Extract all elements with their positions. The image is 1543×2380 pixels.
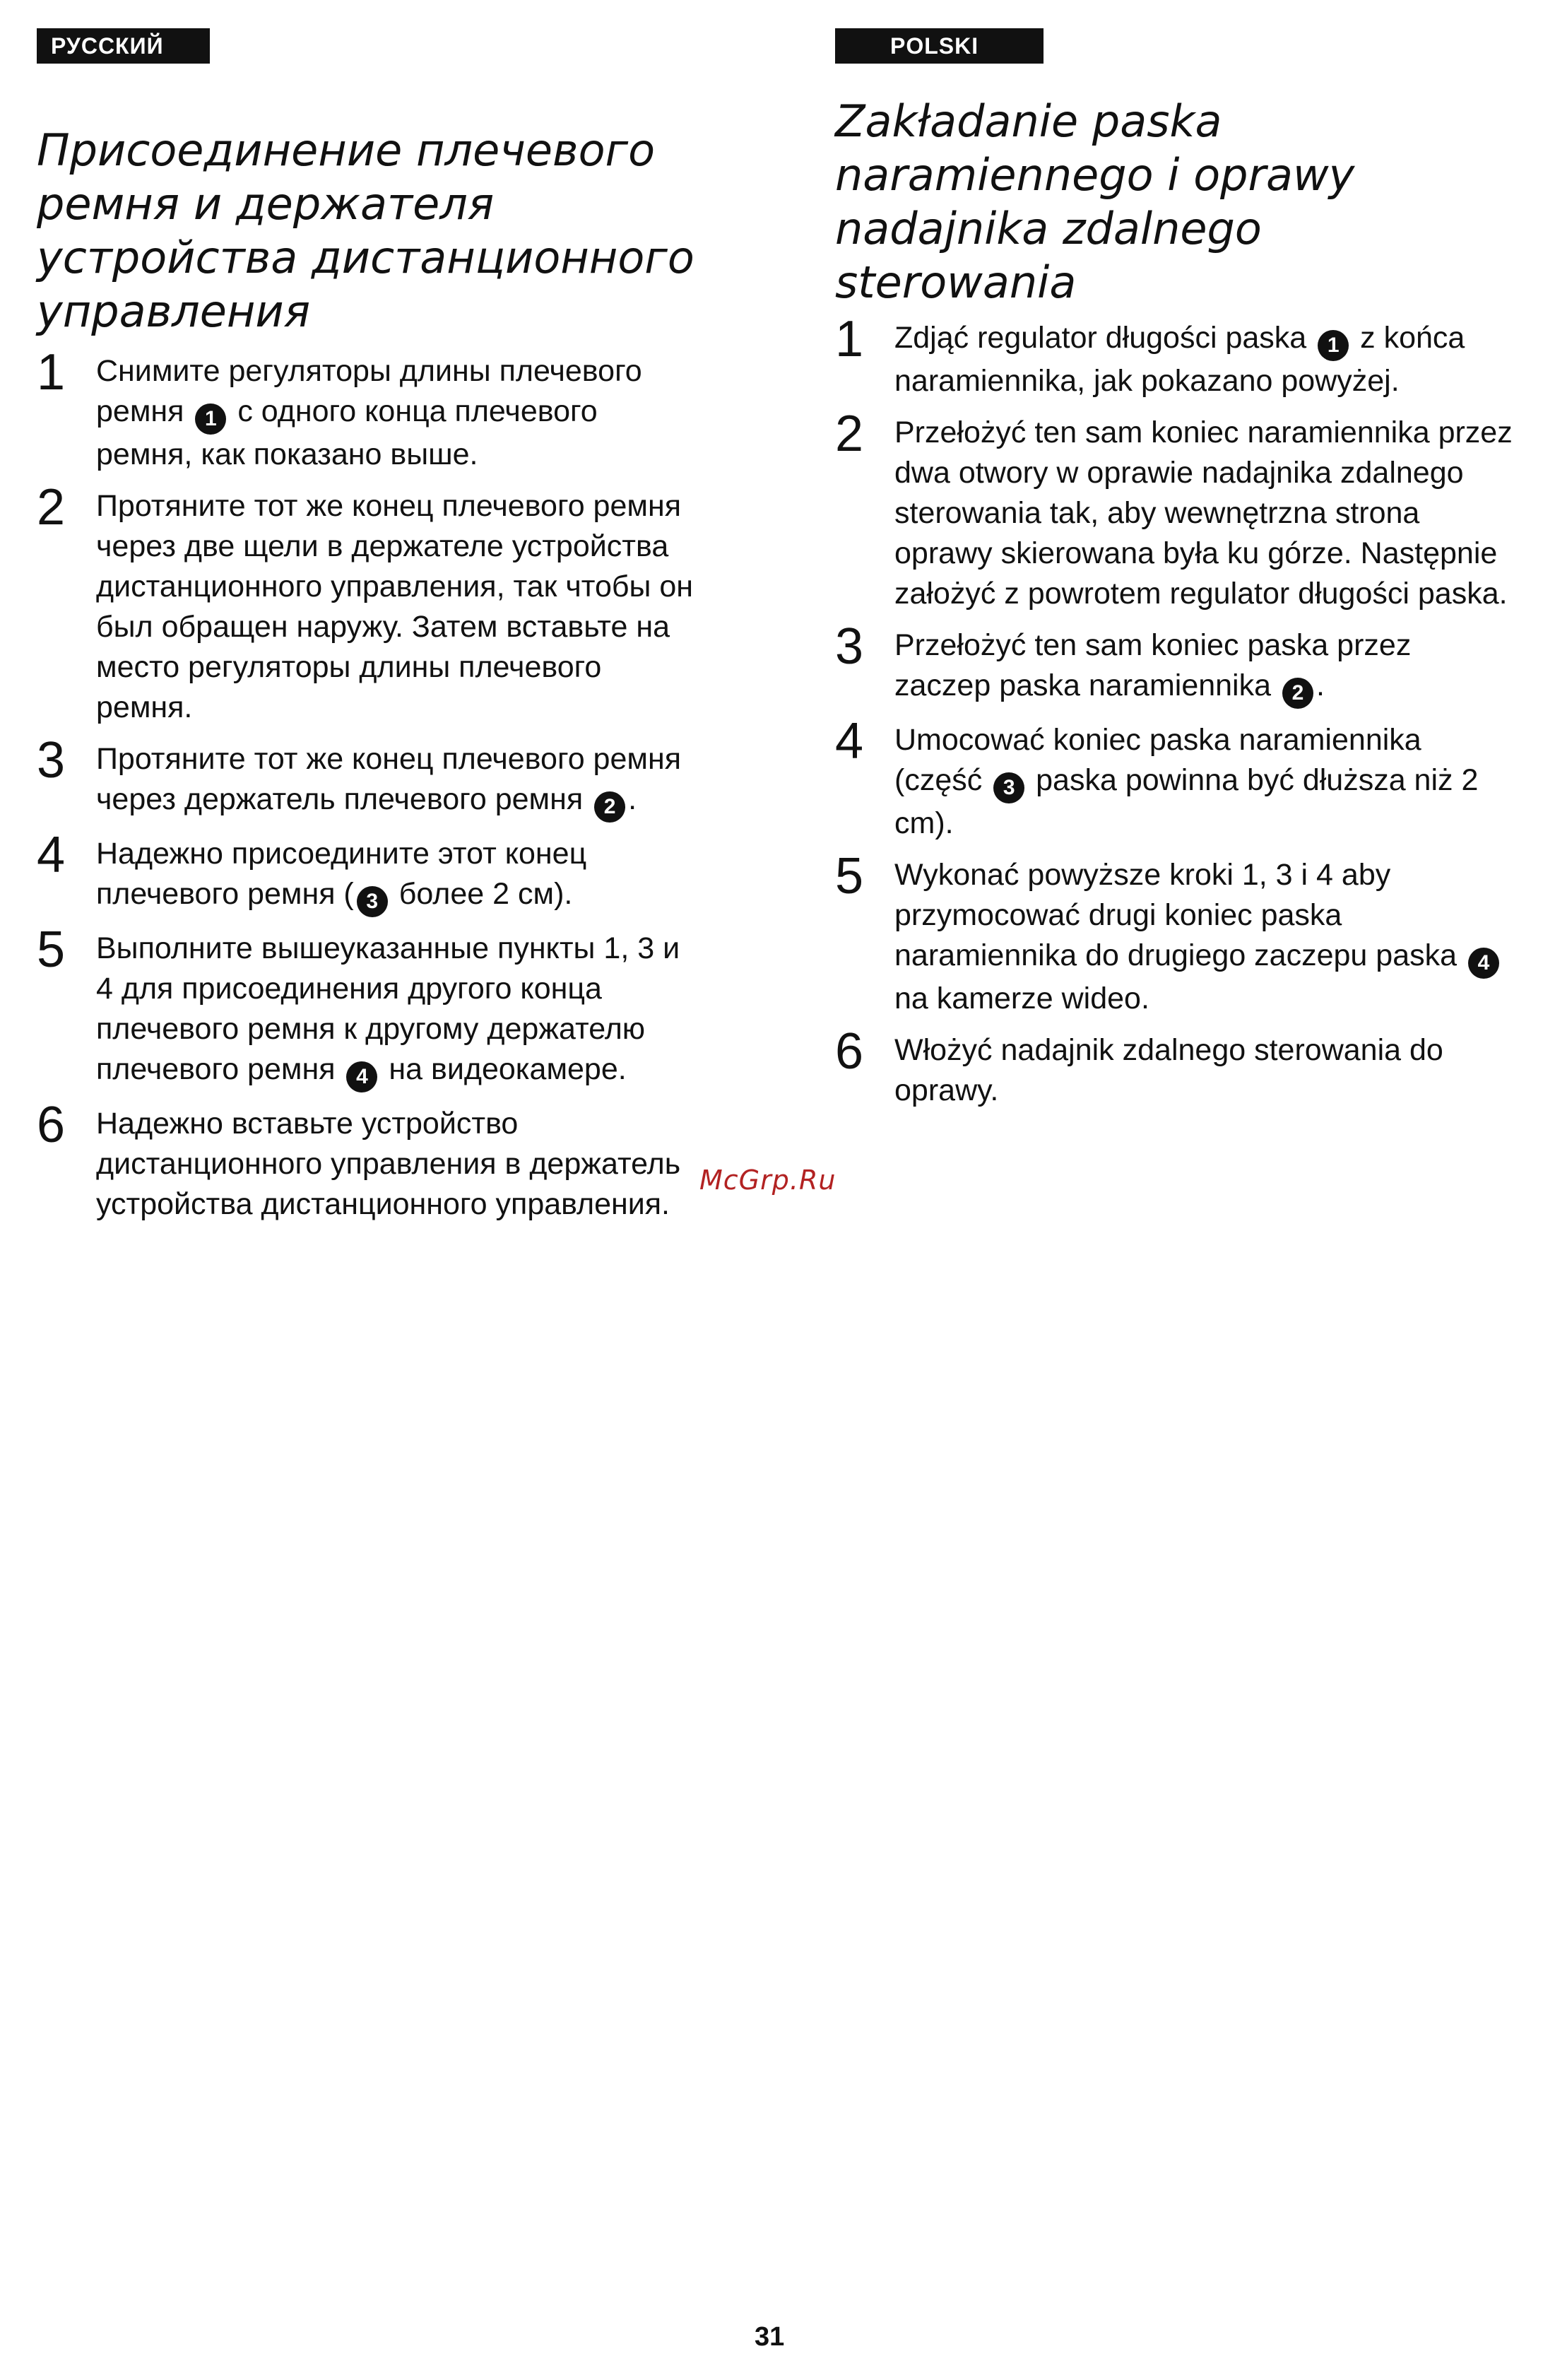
polish-column [835,28,1513,1122]
step-number: 6 [37,1097,66,1153]
step-text-after: . [628,782,637,816]
callout-marker: 3 [993,772,1024,803]
step-number: 1 [835,311,864,367]
step-text-before: Przełożyć ten sam koniec naramiennika przez dwa otwory w oprawie nadajnika zdalnego sterowania tak, aby wewnętrzna strona oprawy skierowana była ku górze. Następnie założyć z powrotem regulator długości paska. [894,416,1513,611]
step-text-after: . [1316,668,1325,702]
step-text-after: na kamerze wideo. [894,982,1149,1015]
callout-marker: 3 [357,886,388,917]
step-number: 2 [37,479,66,536]
step-text-after: z końca naramiennika, jak pokazano powyżej. [894,321,1465,398]
step-text-before: Przełożyć ten sam koniec paska przez zaczep paska naramiennika [894,628,1412,702]
step-item [835,311,1513,401]
step-text-before: Umocować koniec paska naramiennika (część [894,723,1421,797]
step-text [96,486,701,728]
step-text-after: более 2 см). [398,877,573,911]
watermark: McGrp.Ru [699,1165,836,1196]
step-text-before: Надежно вставьте устройство дистанционного управления в держатель устройства дистанционного управления. [96,1107,681,1221]
russian-column [37,28,701,1236]
step-number: 2 [835,406,864,462]
step-number: 4 [835,713,864,770]
step-text-before: Надежно присоедините этот конец плечевого ремня ( [96,837,587,911]
step-item [37,732,701,823]
step-number: 5 [835,848,864,905]
step-item [37,827,701,917]
step-number: 3 [835,618,864,675]
step-text [894,720,1513,844]
language-tag-polish: POLSKI [835,28,1044,64]
step-item [835,713,1513,844]
step-number: 1 [37,344,66,401]
step-text-before: Протяните тот же конец плечевого ремня через две щели в держателе устройства дистанционного управления, так чтобы он был обращен наружу. Затем вставьте на место регуляторы длины плечевого ремня. [96,489,694,724]
step-text [96,1104,701,1225]
callout-marker: 2 [594,791,625,823]
callout-marker: 1 [1318,330,1349,361]
step-number: 4 [37,827,66,883]
step-text-after: с одного конца плечевого ремня, как показано выше. [96,394,598,471]
language-tag-russian: РУССКИЙ ЯЗЫК [37,28,210,64]
step-text [894,855,1513,1019]
step-text-after: на видеокамере. [389,1052,627,1086]
step-text [96,929,701,1092]
callout-marker: 4 [1468,948,1499,979]
callout-marker: 1 [195,403,226,435]
step-text [894,625,1513,709]
step-item [37,921,701,1092]
step-item [37,344,701,475]
step-text-after: paska powinna być dłuższa niż 2 cm). [894,763,1479,840]
step-number: 3 [37,732,66,789]
steps-list-russian [37,344,701,1225]
step-item [835,406,1513,614]
step-text [894,318,1513,401]
step-text-before: Wykonać powyższe kroki 1, 3 i 4 aby przymocować drugi koniec paska naramiennika do drugiego zaczepu paska [894,858,1458,972]
step-item [835,618,1513,709]
step-text [96,351,701,475]
step-text-before: Zdjąć regulator długości paska [894,321,1307,355]
step-item [37,1097,701,1225]
step-number: 6 [835,1023,864,1080]
step-text [96,834,701,917]
step-text [96,739,701,823]
step-text [894,413,1513,614]
section-title-polish: Zakładanie paska naramiennego i oprawy nadajnika zdalnego sterowania [835,95,1355,308]
step-text-before: Włożyć nadajnik zdalnego sterowania do oprawy. [894,1033,1443,1107]
step-text-before: Протяните тот же конец плечевого ремня через держатель плечевого ремня [96,742,681,816]
step-item [37,479,701,728]
step-text [894,1030,1513,1111]
section-title-russian: Присоединение плечевого ремня и держателя устройства дистанционного управления [37,124,694,337]
step-item [835,1023,1513,1111]
callout-marker: 4 [346,1061,377,1092]
steps-list-polish [835,311,1513,1111]
step-item [835,848,1513,1019]
step-text-before: Выполните вышеуказанные пункты 1, 3 и 4 для присоединения другого конца плечевого ремня к другому держателю плечевого ремня [96,931,680,1086]
step-text-before: Снимите регуляторы длины плечевого ремня [96,354,642,428]
step-number: 5 [37,921,66,978]
callout-marker: 2 [1282,678,1313,709]
page-number: 31 [755,2322,785,2352]
